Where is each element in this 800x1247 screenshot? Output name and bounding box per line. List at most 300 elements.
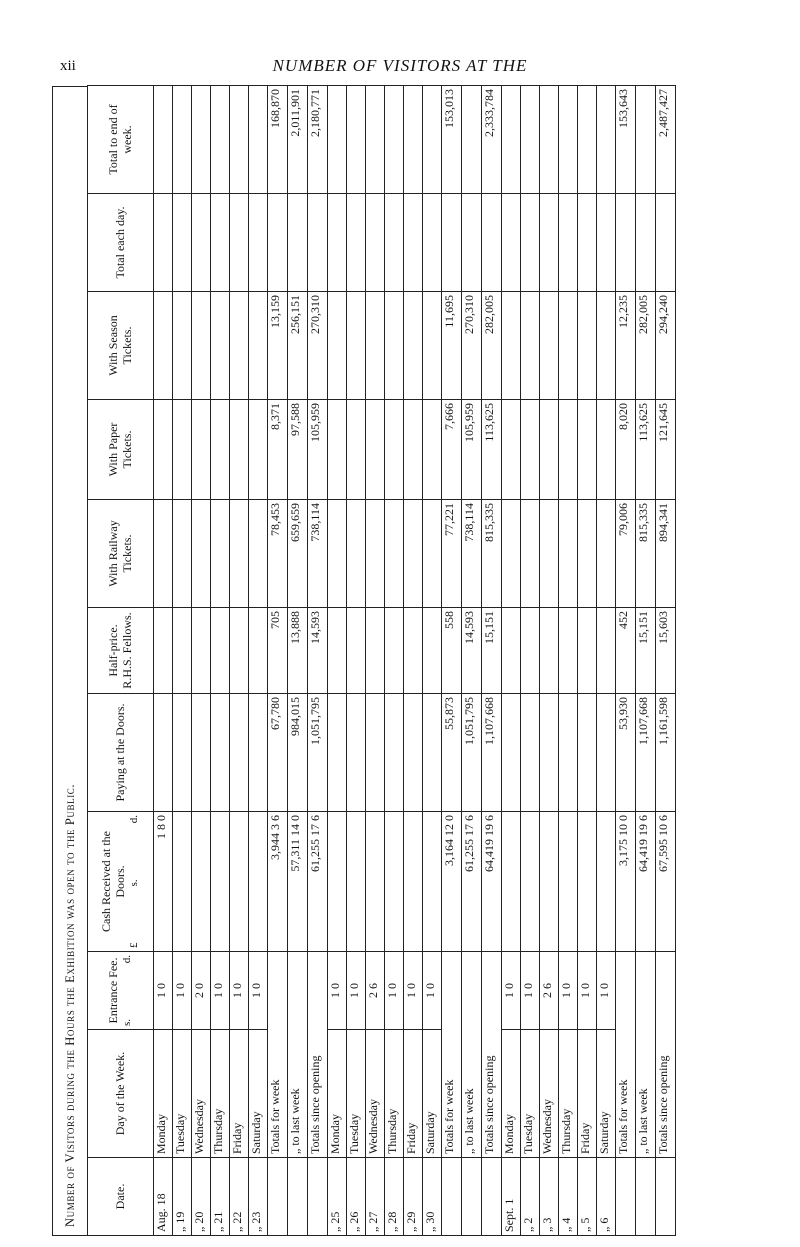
fee-pence: 0: [192, 983, 206, 989]
day-row: [173, 86, 192, 1236]
cash-total-cell: [482, 812, 502, 952]
day-cell: Tuesday: [521, 1030, 540, 1158]
halfprice-cell: [521, 608, 540, 694]
day-row: [521, 86, 540, 1236]
cash-total-part: 0: [288, 815, 302, 821]
cash-total-part: 14: [288, 824, 302, 836]
each-day-cell: [154, 194, 173, 292]
fee-shillings: 1: [230, 992, 244, 998]
total-week-row: [616, 86, 636, 1236]
to-end-cell: [521, 86, 540, 194]
total-last-row: [288, 86, 308, 1236]
to-end-total-cell: [636, 86, 656, 194]
halfprice-cell: [385, 608, 404, 694]
totals-label: „ to last week: [636, 952, 656, 1158]
day-cell: Friday: [404, 1030, 423, 1158]
season-cell: [366, 292, 385, 400]
paying-total-cell: 1,051,795: [462, 694, 482, 812]
paper-cell: [230, 400, 249, 500]
cash-total-part: 6: [462, 815, 476, 821]
cash-total-part: 19: [636, 824, 650, 836]
fee-pence: 0: [328, 983, 342, 989]
paying-total-cell: 1,107,668: [482, 694, 502, 812]
cash-cell: [502, 812, 521, 952]
cash-cell: [211, 812, 230, 952]
halfprice-cell: [597, 608, 616, 694]
to-end-total-cell: [462, 86, 482, 194]
season-total-cell: 282,005: [636, 292, 656, 400]
paying-total-cell: 53,930: [616, 694, 636, 812]
cash-cell: [597, 812, 616, 952]
cash-total-cell: [616, 812, 636, 952]
paper-cell: [521, 400, 540, 500]
cash-cell: [404, 812, 423, 952]
fee-pence: 0: [173, 983, 187, 989]
fee-cell: [249, 952, 268, 1030]
each-day-cell: [559, 194, 578, 292]
day-row: [404, 86, 423, 1236]
cash-cell: [154, 812, 173, 952]
railway-total-cell: 815,335: [482, 500, 502, 608]
season-cell: [578, 292, 597, 400]
halfprice-cell: [230, 608, 249, 694]
date-cell: „ 22: [230, 1158, 249, 1236]
empty-cell: [308, 1158, 328, 1236]
date-cell: „ 27: [366, 1158, 385, 1236]
totals-label: Totals since opening: [656, 952, 676, 1158]
season-cell: [423, 292, 442, 400]
season-cell: [597, 292, 616, 400]
date-cell: „ 21: [211, 1158, 230, 1236]
paper-cell: [192, 400, 211, 500]
cash-total-part: 64,419: [636, 839, 650, 872]
to-end-total-cell: 153,643: [616, 86, 636, 194]
total-week-row: [268, 86, 288, 1236]
paying-cell: [404, 694, 423, 812]
fee-pence: 0: [423, 983, 437, 989]
cash-total-part: 17: [462, 824, 476, 836]
railway-cell: [404, 500, 423, 608]
col-header-cash: [88, 812, 154, 952]
fee-cell: [597, 952, 616, 1030]
each-day-total-cell: [288, 194, 308, 292]
paying-cell: [597, 694, 616, 812]
paper-total-cell: 8,020: [616, 400, 636, 500]
fee-cell: [521, 952, 540, 1030]
halfprice-total-cell: 13,888: [288, 608, 308, 694]
paying-total-cell: 1,107,668: [636, 694, 656, 812]
paper-total-cell: 105,959: [308, 400, 328, 500]
paying-cell: [559, 694, 578, 812]
day-row: [328, 86, 347, 1236]
fee-cell: [347, 952, 366, 1030]
each-day-total-cell: [656, 194, 676, 292]
day-row: [366, 86, 385, 1236]
paying-total-cell: 984,015: [288, 694, 308, 812]
season-cell: [328, 292, 347, 400]
cash-total-part: 3: [268, 824, 282, 830]
cash-part: 8: [154, 824, 168, 830]
paying-cell: [521, 694, 540, 812]
col-header-each-day: Total each day.: [88, 194, 154, 292]
rotated-table-frame: [52, 86, 780, 1236]
col-header-season: With Season Tickets.: [88, 292, 154, 400]
empty-cell: [462, 1158, 482, 1236]
fee-pence: 0: [154, 983, 168, 989]
paying-cell: [366, 694, 385, 812]
railway-cell: [385, 500, 404, 608]
halfprice-cell: [211, 608, 230, 694]
each-day-cell: [597, 194, 616, 292]
cash-cell: [249, 812, 268, 952]
cash-total-cell: [442, 812, 462, 952]
day-cell: Tuesday: [347, 1030, 366, 1158]
paper-total-cell: 121,645: [656, 400, 676, 500]
paying-cell: [154, 694, 173, 812]
railway-cell: [502, 500, 521, 608]
cash-part: 0: [154, 815, 168, 821]
halfprice-total-cell: 14,593: [308, 608, 328, 694]
total-last-row: [462, 86, 482, 1236]
table-body: [154, 86, 676, 1236]
season-cell: [192, 292, 211, 400]
running-title: NUMBER OF VISITORS AT THE: [272, 56, 528, 75]
to-end-cell: [173, 86, 192, 194]
paper-cell: [366, 400, 385, 500]
fee-pence: 6: [366, 983, 380, 989]
paper-cell: [173, 400, 192, 500]
fee-shillings: 1: [521, 992, 535, 998]
cash-cell: [192, 812, 211, 952]
empty-cell: [636, 1158, 656, 1236]
railway-total-cell: 79,006: [616, 500, 636, 608]
date-cell: Aug. 18: [154, 1158, 173, 1236]
each-day-cell: [578, 194, 597, 292]
halfprice-cell: [173, 608, 192, 694]
date-cell: „ 29: [404, 1158, 423, 1236]
totals-label: Totals for week: [616, 952, 636, 1158]
day-cell: Wednesday: [540, 1030, 559, 1158]
season-total-cell: 256,151: [288, 292, 308, 400]
railway-cell: [559, 500, 578, 608]
fee-cell: [540, 952, 559, 1030]
day-row: [192, 86, 211, 1236]
fee-pence: 6: [540, 983, 554, 989]
each-day-total-cell: [482, 194, 502, 292]
totals-label: „ to last week: [462, 952, 482, 1158]
date-cell: „ 20: [192, 1158, 211, 1236]
fee-cell: [154, 952, 173, 1030]
col-header-to-end: Total to end of week.: [88, 86, 154, 194]
each-day-cell: [192, 194, 211, 292]
cash-total-cell: [288, 812, 308, 952]
halfprice-cell: [502, 608, 521, 694]
fee-pence: 0: [385, 983, 399, 989]
season-cell: [404, 292, 423, 400]
season-total-cell: 11,695: [442, 292, 462, 400]
railway-total-cell: 738,114: [462, 500, 482, 608]
cash-total-cell: [308, 812, 328, 952]
day-row: [230, 86, 249, 1236]
to-end-cell: [211, 86, 230, 194]
date-cell: „ 25: [328, 1158, 347, 1236]
fee-unit-d: d.: [121, 955, 134, 964]
fee-shillings: 1: [597, 992, 611, 998]
railway-total-cell: 659,659: [288, 500, 308, 608]
page-number: xii: [60, 58, 76, 74]
paper-cell: [211, 400, 230, 500]
paying-cell: [328, 694, 347, 812]
railway-cell: [154, 500, 173, 608]
cash-cell: [423, 812, 442, 952]
date-cell: „ 3: [540, 1158, 559, 1236]
to-end-total-cell: 153,013: [442, 86, 462, 194]
cash-total-part: 57,311: [288, 839, 302, 872]
empty-cell: [288, 1158, 308, 1236]
cash-total-part: 3,944: [268, 833, 282, 860]
halfprice-cell: [249, 608, 268, 694]
season-cell: [521, 292, 540, 400]
each-day-cell: [404, 194, 423, 292]
cash-total-part: 10: [616, 824, 630, 836]
fee-cell: [559, 952, 578, 1030]
each-day-cell: [249, 194, 268, 292]
visitors-table: [87, 85, 676, 1236]
cash-total-part: 61,255: [308, 839, 322, 872]
paying-cell: [347, 694, 366, 812]
each-day-cell: [423, 194, 442, 292]
cash-total-part: 6: [268, 815, 282, 821]
railway-cell: [578, 500, 597, 608]
cash-total-cell: [636, 812, 656, 952]
paying-cell: [192, 694, 211, 812]
season-cell: [385, 292, 404, 400]
halfprice-total-cell: 705: [268, 608, 288, 694]
cash-total-part: 17: [308, 824, 322, 836]
cash-total-part: 67,595: [656, 839, 670, 872]
total-opening-row: [482, 86, 502, 1236]
season-cell: [559, 292, 578, 400]
railway-total-cell: 815,335: [636, 500, 656, 608]
visitors-table-container: [52, 86, 780, 1236]
each-day-total-cell: [462, 194, 482, 292]
halfprice-total-cell: 14,593: [462, 608, 482, 694]
each-day-cell: [385, 194, 404, 292]
halfprice-cell: [328, 608, 347, 694]
day-row: [423, 86, 442, 1236]
cash-cell: [366, 812, 385, 952]
empty-cell: [482, 1158, 502, 1236]
halfprice-cell: [192, 608, 211, 694]
each-day-total-cell: [442, 194, 462, 292]
railway-cell: [521, 500, 540, 608]
cash-total-part: 3,175: [616, 839, 630, 866]
day-row: [540, 86, 559, 1236]
empty-cell: [442, 1158, 462, 1236]
day-cell: Monday: [328, 1030, 347, 1158]
fee-pence: 0: [559, 983, 573, 989]
halfprice-total-cell: 15,151: [482, 608, 502, 694]
fee-cell: [502, 952, 521, 1030]
date-cell: „ 23: [249, 1158, 268, 1236]
fee-cell: [404, 952, 423, 1030]
halfprice-total-cell: 15,603: [656, 608, 676, 694]
fee-cell: [230, 952, 249, 1030]
halfprice-cell: [578, 608, 597, 694]
fee-unit-s: s.: [121, 1018, 134, 1026]
fee-pence: 0: [249, 983, 263, 989]
cash-total-part: 6: [308, 815, 322, 821]
cash-cell: [347, 812, 366, 952]
day-cell: Friday: [578, 1030, 597, 1158]
railway-cell: [423, 500, 442, 608]
halfprice-cell: [366, 608, 385, 694]
paper-total-cell: 7,666: [442, 400, 462, 500]
cash-total-part: 61,255: [462, 839, 476, 872]
totals-label: „ to last week: [288, 952, 308, 1158]
each-day-cell: [173, 194, 192, 292]
to-end-total-cell: 168,870: [268, 86, 288, 194]
paper-cell: [597, 400, 616, 500]
paper-cell: [502, 400, 521, 500]
fee-pence: 0: [404, 983, 418, 989]
col-header-halfprice: Half-price. R.H.S. Fellows.: [88, 608, 154, 694]
day-row: [559, 86, 578, 1236]
cash-cell: [578, 812, 597, 952]
paying-cell: [540, 694, 559, 812]
fee-shillings: 2: [366, 992, 380, 998]
paper-total-cell: 105,959: [462, 400, 482, 500]
to-end-cell: [385, 86, 404, 194]
fee-shillings: 2: [192, 992, 206, 998]
cash-total-part: 6: [636, 815, 650, 821]
each-day-cell: [521, 194, 540, 292]
railway-total-cell: 738,114: [308, 500, 328, 608]
fee-shillings: 1: [559, 992, 573, 998]
railway-cell: [347, 500, 366, 608]
fee-cell: [366, 952, 385, 1030]
date-cell: Sept. 1: [502, 1158, 521, 1236]
each-day-total-cell: [308, 194, 328, 292]
total-last-row: [636, 86, 656, 1236]
paying-cell: [578, 694, 597, 812]
day-row: [578, 86, 597, 1236]
to-end-total-cell: 2,333,784: [482, 86, 502, 194]
cash-cell: [385, 812, 404, 952]
fee-shillings: 1: [502, 992, 516, 998]
season-cell: [211, 292, 230, 400]
day-cell: Monday: [502, 1030, 521, 1158]
paying-cell: [385, 694, 404, 812]
col-header-cash-label: Cash Received at the Doors.: [99, 831, 128, 932]
cash-cell: [559, 812, 578, 952]
paying-cell: [502, 694, 521, 812]
to-end-cell: [230, 86, 249, 194]
season-cell: [173, 292, 192, 400]
date-cell: „ 4: [559, 1158, 578, 1236]
railway-total-cell: 77,221: [442, 500, 462, 608]
halfprice-total-cell: 452: [616, 608, 636, 694]
fee-shillings: 1: [423, 992, 437, 998]
fee-pence: 0: [578, 983, 592, 989]
fee-cell: [173, 952, 192, 1030]
each-day-cell: [347, 194, 366, 292]
railway-cell: [192, 500, 211, 608]
railway-cell: [249, 500, 268, 608]
paying-total-cell: 67,780: [268, 694, 288, 812]
paying-total-cell: 1,161,598: [656, 694, 676, 812]
halfprice-cell: [423, 608, 442, 694]
to-end-total-cell: 2,180,771: [308, 86, 328, 194]
day-cell: Thursday: [211, 1030, 230, 1158]
each-day-cell: [230, 194, 249, 292]
fee-shillings: 1: [385, 992, 399, 998]
day-row: [211, 86, 230, 1236]
to-end-cell: [249, 86, 268, 194]
cash-unit-d: d.: [127, 815, 140, 824]
day-row: [154, 86, 173, 1236]
to-end-cell: [559, 86, 578, 194]
to-end-cell: [347, 86, 366, 194]
date-cell: „ 28: [385, 1158, 404, 1236]
railway-cell: [211, 500, 230, 608]
paying-cell: [249, 694, 268, 812]
totals-label: Totals since opening: [308, 952, 328, 1158]
col-header-paying: Paying at the Doors.: [88, 694, 154, 812]
paying-cell: [423, 694, 442, 812]
fee-pence: 0: [347, 983, 361, 989]
day-cell: Saturday: [597, 1030, 616, 1158]
day-cell: Saturday: [423, 1030, 442, 1158]
paper-cell: [347, 400, 366, 500]
each-day-total-cell: [268, 194, 288, 292]
halfprice-cell: [559, 608, 578, 694]
date-cell: „ 5: [578, 1158, 597, 1236]
cash-total-part: 10: [656, 824, 670, 836]
railway-cell: [597, 500, 616, 608]
cash-total-cell: [656, 812, 676, 952]
cash-cell: [521, 812, 540, 952]
fee-cell: [578, 952, 597, 1030]
halfprice-cell: [154, 608, 173, 694]
fee-cell: [328, 952, 347, 1030]
cash-total-cell: [268, 812, 288, 952]
totals-label: Totals for week: [268, 952, 288, 1158]
day-row: [502, 86, 521, 1236]
date-cell: „ 6: [597, 1158, 616, 1236]
fee-pence: 0: [230, 983, 244, 989]
fee-shillings: 1: [578, 992, 592, 998]
each-day-cell: [211, 194, 230, 292]
to-end-total-cell: 2,011,901: [288, 86, 308, 194]
day-cell: Tuesday: [173, 1030, 192, 1158]
date-cell: „ 19: [173, 1158, 192, 1236]
paper-cell: [154, 400, 173, 500]
season-cell: [230, 292, 249, 400]
paper-cell: [578, 400, 597, 500]
each-day-cell: [502, 194, 521, 292]
paper-cell: [540, 400, 559, 500]
season-total-cell: 12,235: [616, 292, 636, 400]
day-cell: Monday: [154, 1030, 173, 1158]
to-end-cell: [154, 86, 173, 194]
cash-part: 1: [154, 833, 168, 839]
fee-pence: 0: [597, 983, 611, 989]
paying-cell: [211, 694, 230, 812]
day-cell: Friday: [230, 1030, 249, 1158]
day-row: [597, 86, 616, 1236]
paper-cell: [404, 400, 423, 500]
